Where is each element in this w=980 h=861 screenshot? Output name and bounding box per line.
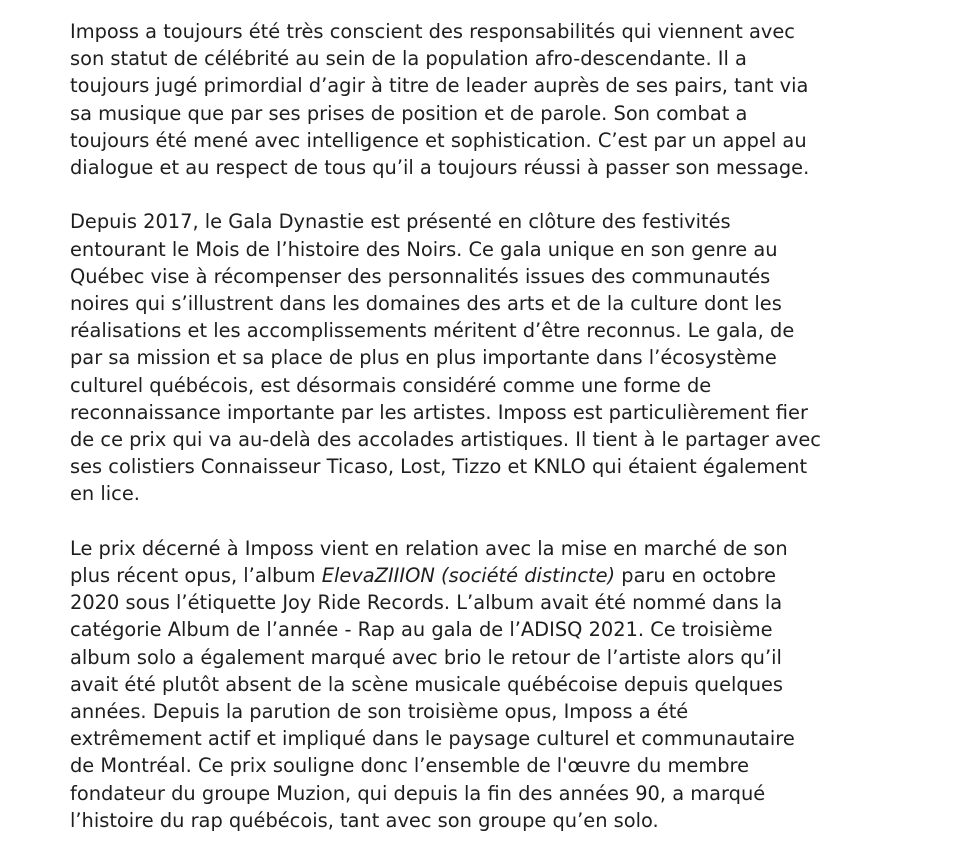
article-body bbox=[70, 18, 950, 861]
text-line: catégorie Album de l’année - Rap au gala de l’ADISQ 2021. Ce troisième bbox=[70, 618, 773, 642]
text-line: années. Depuis la parution de son troisième opus, Imposs a été bbox=[70, 700, 689, 724]
text-line: avait été plutôt absent de la scène musicale québécoise depuis quelques bbox=[70, 672, 784, 696]
text-segment: plus récent opus, l’album bbox=[70, 564, 322, 588]
text-line: réalisations et les accomplissements méritent d’être reconnus. Le gala, de bbox=[70, 319, 795, 343]
text-line: ses colistiers Connaisseur Ticaso, Lost, Tizzo et KNLO qui étaient également bbox=[70, 455, 808, 479]
text-line: fondateur du groupe Muzion, qui depuis la fin des années 90, a marqué bbox=[70, 781, 766, 805]
text-line: son statut de célébrité au sein de la population afro-descendante. Il a bbox=[70, 47, 747, 71]
text-line: de Montréal. Ce prix souligne donc l’ensemble de l'œuvre du membre bbox=[70, 754, 750, 778]
paragraph-responsabilites bbox=[70, 18, 950, 181]
text-line: Depuis 2017, le Gala Dynastie est présenté en clôture des festivités bbox=[70, 210, 731, 234]
text-line: Québec vise à récompenser des personnalités issues des communautés bbox=[70, 264, 771, 288]
text-line: toujours jugé primordial d’agir à titre de leader auprès de ses pairs, tant via bbox=[70, 74, 809, 98]
text-line: l’histoire du rap québécois, tant avec son groupe qu’en solo. bbox=[70, 808, 659, 832]
text-line: reconnaissance importante par les artistes. Imposs est particulièrement fier bbox=[70, 400, 808, 424]
text-line: de ce prix qui va au-delà des accolades artistiques. Il tient à le partager avec bbox=[70, 428, 821, 452]
text-line: extrêmement actif et impliqué dans le paysage culturel et communautaire bbox=[70, 727, 795, 751]
text-line: culturel québécois, est désormais considéré comme une forme de bbox=[70, 373, 712, 397]
text-line: dialogue et au respect de tous qu’il a toujours réussi à passer son message. bbox=[70, 156, 810, 180]
text-line: Le prix décerné à Imposs vient en relation avec la mise en marché de son bbox=[70, 536, 788, 560]
text-line: toujours été mené avec intelligence et sophistication. C’est par un appel au bbox=[70, 128, 807, 152]
text-line: album solo a également marqué avec brio le retour de l’artiste alors qu’il bbox=[70, 645, 782, 669]
paragraph-prix-album bbox=[70, 535, 950, 834]
text-line: Imposs a toujours été très conscient des responsabilités qui viennent avec bbox=[70, 20, 795, 43]
text-line bbox=[70, 562, 950, 589]
text-line: en lice. bbox=[70, 482, 140, 506]
text-line: par sa mission et sa place de plus en plus importante dans l’écosystème bbox=[70, 346, 777, 370]
text-line: noires qui s’illustrent dans les domaines des arts et de la culture dont les bbox=[70, 292, 782, 316]
text-line: sa musique que par ses prises de position et de parole. Son combat a bbox=[70, 101, 748, 125]
album-title: ElevaZIIION (société distincte) bbox=[321, 564, 616, 588]
text-line: 2020 sous l’étiquette Joy Ride Records. L’album avait été nommé dans la bbox=[70, 591, 783, 615]
text-line: entourant le Mois de l’histoire des Noirs. Ce gala unique en son genre au bbox=[70, 237, 778, 261]
text-segment: paru en octobre bbox=[615, 564, 777, 588]
paragraph-gala-dynastie bbox=[70, 208, 950, 507]
